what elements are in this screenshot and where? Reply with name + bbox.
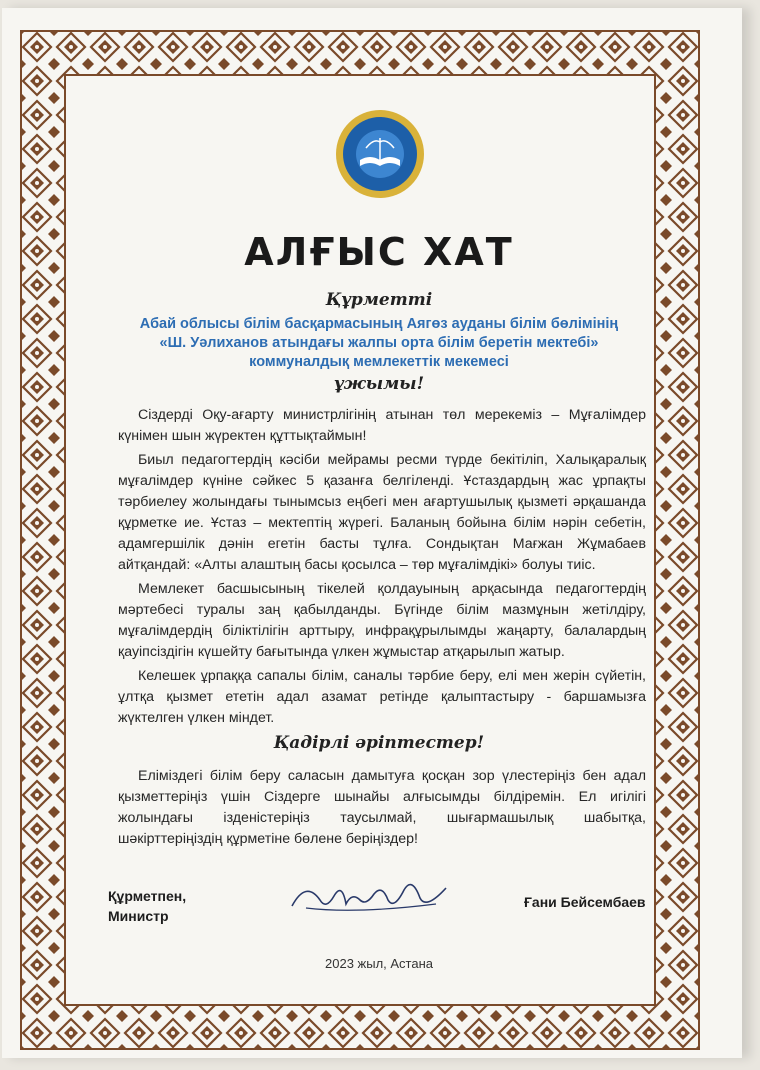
letter-sheet (2, 8, 742, 1058)
organization-line-3: коммуналдық мемлекеттік мекемесі (249, 354, 509, 370)
paragraph-1: Сіздерді Оқу-ағарту министрлігінің атынан төл мерекеміз – Мұғалімдер күнімен шын жүректен құттықтаймын! (118, 407, 646, 444)
letter-body (118, 405, 646, 732)
signer-name: Ғани Бейсембаев (524, 894, 646, 910)
paragraph-4: Келешек ұрпаққа сапалы білім, саналы тәрбие беру, елі мен жерін сүйетін, ұлтқа қызмет ететін адал азамат ретінде қалыптастыру - баршамызға жүктелген үлкен міндет. (118, 668, 646, 726)
signature-block (108, 886, 186, 926)
letter-title: АЛҒЫС ХАТ (244, 230, 514, 274)
sign-regards: Құрметпен, (108, 888, 187, 904)
handwritten-signature (286, 870, 456, 920)
organization-line-2: «Ш. Уәлиханов атындағы жалпы орта білім беретін мектебі» (159, 335, 599, 351)
paragraph-3: Мемлекет басшысының тікелей қолдауының арқасында педагогтердің мәртебесі туралы заң қабылданды. Бүгінде білім мазмұнын жетілдіру, мұғалімдердің біліктілігін арттыру, инфрақұрылымды жаңарту, балалардың қауіпсіздігін күшейту бағытында үлкен жұмыстар атқарылып жатыр. (118, 581, 646, 660)
closing-body (118, 766, 646, 853)
organization-line-1: Абай облысы білім басқармасының Аягөз ауданы білім бөлімінің (139, 316, 619, 332)
salutation: Құрметті (325, 290, 433, 310)
colleagues-greeting: Қадірлі әріптестер! (273, 733, 485, 753)
addressee: ұжымы! (333, 374, 425, 394)
closing-paragraph: Еліміздегі білім беру саласын дамытуға қосқан зор үлестеріңіз бен адал қызметтеріңіз үшін Сіздерге шынайы алғысымды білдіремін. Ел игілігі жолындағы ізденістеріңіз таусылмай, шығармашылық шабытқа, шәкірттеріңіздің құрметіне бөлене беріңіздер! (118, 768, 646, 847)
paragraph-2: Биыл педагогтердің кәсіби мейрамы ресми түрде бекітіліп, Халықаралық мұғалімдер күніне сәйкес 5 қазанға белгіленді. Ұстаздардың жас ұрпақты тәрбиелеу жолындағы тынымсыз еңбегі мен ағартушылық қызметі әрқашанда құрметке ие. Ұстаз – мектептің жүрегі. Баланың бойына білім нәрін себетін, адамгершілік дәнін егетін басты тұлға. Сондықтан Мағжан Жұмабаев айтқандай: «Алты алаштың басы қосылса – төр мұғалімдікі» болуы тиіс. (118, 452, 646, 573)
sign-position: Министр (108, 908, 169, 924)
date-place: 2023 жыл, Астана (325, 956, 433, 971)
letter-content (86, 98, 672, 1003)
ministry-emblem (334, 108, 426, 200)
